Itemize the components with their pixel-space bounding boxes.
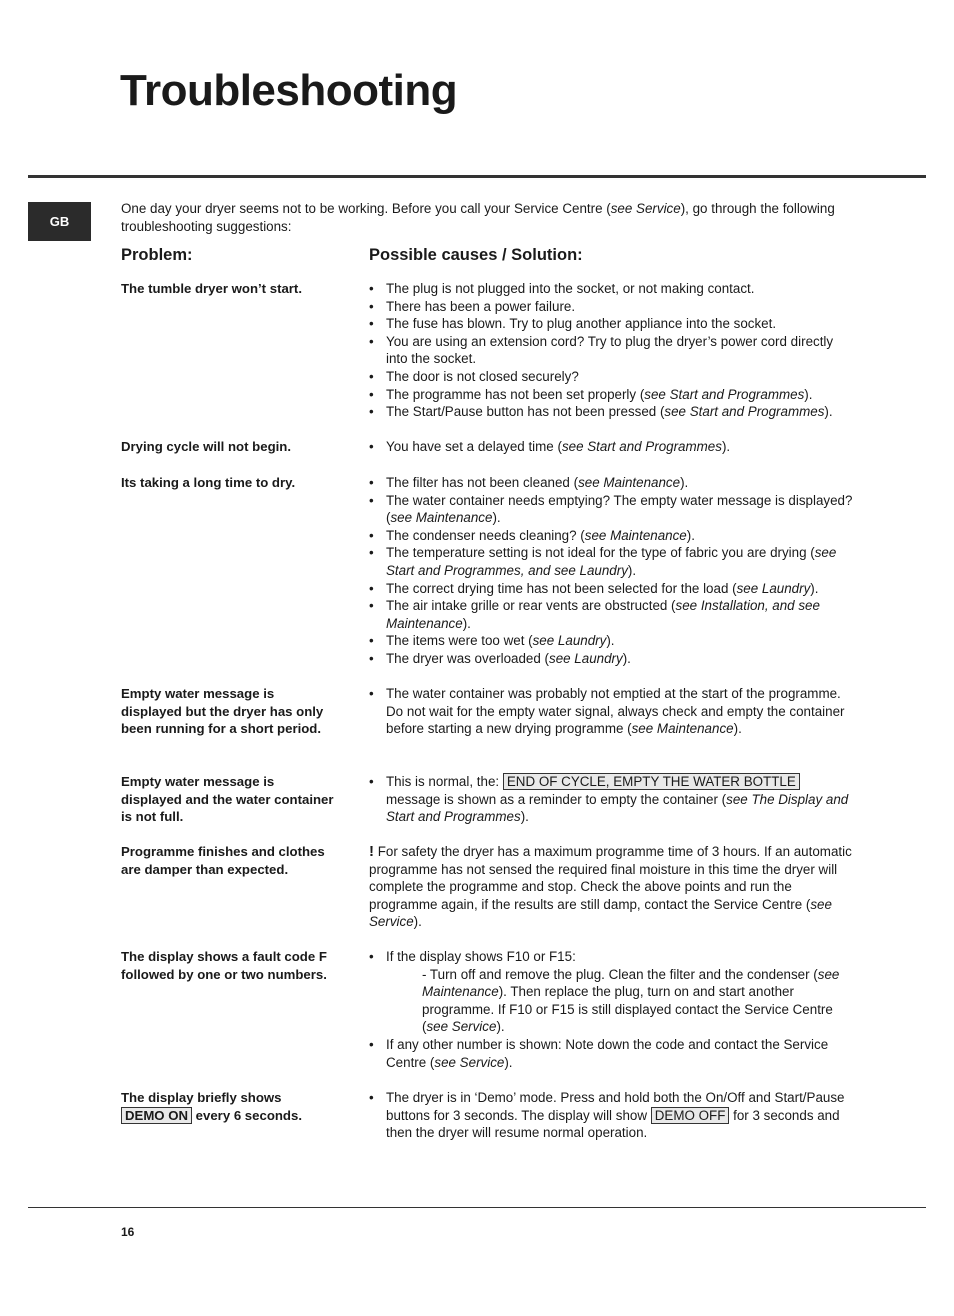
cause-item: • The filter has not been cleaned (see Maintenance).: [369, 474, 857, 492]
cause-item: • The correct drying time has not been selected for the load (see Laundry).: [369, 580, 857, 598]
cause-item: • The programme has not been set properly (see Start and Programmes).: [369, 386, 857, 404]
display-message-box: DEMO OFF: [651, 1107, 730, 1124]
page-title: Troubleshooting: [120, 66, 458, 115]
cause-item: • The door is not closed securely?: [369, 368, 857, 386]
language-tab: GB: [28, 202, 91, 241]
cause-item: • You are using an extension cord? Try to plug the dryer’s power cord directly into the socket.: [369, 333, 857, 368]
cause-item: • The plug is not plugged into the socket, or not making contact.: [369, 280, 857, 298]
problem-text: The display briefly shows DEMO ON every 6 seconds.: [121, 1090, 302, 1123]
cause-item: • The fuse has blown. Try to plug another appliance into the socket.: [369, 315, 857, 333]
intro-paragraph: One day your dryer seems not to be working. Before you call your Service Centre (see Service), go through the following troubleshooting suggestions:: [121, 201, 835, 234]
cause-item: • If the display shows F10 or F15: - Turn off and remove the plug. Clean the filter and the condenser (see Maintenance). Then replace the plug, turn on and start another programme. If F10 or F15 is still displayed contact the Service Centre (see Service).: [369, 948, 857, 1036]
cause-item: • The air intake grille or rear vents are obstructed (see Installation, and see Maintenance).: [369, 597, 857, 632]
causes-list: [369, 474, 857, 668]
problem-text: Empty water message is displayed and the water container is not full.: [121, 774, 334, 825]
display-message-box: DEMO ON: [121, 1107, 192, 1124]
cause-item: • The temperature setting is not ideal for the type of fabric you are drying (see Start and Programmes, and see Laundry).: [369, 544, 857, 579]
causes-list: [369, 438, 857, 456]
problem-text: Programme finishes and clothes are damper than expected.: [121, 844, 325, 877]
display-message-box: END OF CYCLE, EMPTY THE WATER BOTTLE: [503, 773, 800, 790]
cause-item: • There has been a power failure.: [369, 298, 857, 316]
cause-item: • The dryer was overloaded (see Laundry).: [369, 650, 857, 668]
cause-subitem: - Turn off and remove the plug. Clean the filter and the condenser (see Maintenance). Then replace the plug, turn on and start another programme. If F10 or F15 is still displayed contact the Service Centre (see Service).: [422, 966, 840, 1035]
causes-list: [369, 280, 857, 421]
problem-text: Drying cycle will not begin.: [121, 439, 292, 454]
cause-item: • The water container was probably not emptied at the start of the programme. Do not wait for the empty water signal, always check and empty the container before starting a new drying programme (see Maintenance).: [369, 685, 857, 738]
cause-item: • The dryer is in ‘Demo’ mode. Press and hold both the On/Off and Start/Pause buttons for 3 seconds. The display will show DEMO OFF for 3 seconds and then the dryer will resume normal operation.: [369, 1089, 857, 1142]
causes-list: [369, 773, 857, 826]
header-rule: [28, 175, 926, 178]
causes-list: [369, 1089, 857, 1142]
cause-item: • If any other number is shown: Note down the code and contact the Service Centre (see Service).: [369, 1036, 857, 1071]
service-reference: see Service: [610, 201, 681, 216]
problem-text: Its taking a long time to dry.: [121, 475, 296, 490]
problem-column-header: Problem:: [121, 246, 193, 264]
causes-list: [369, 685, 857, 738]
cause-item: • You have set a delayed time (see Start and Programmes).: [369, 438, 857, 456]
problem-text: Empty water message is displayed but the dryer has only been running for a short period.: [121, 686, 324, 737]
cause-item: • The water container needs emptying? The empty water message is displayed? (see Maintenance).: [369, 492, 857, 527]
problem-text: The tumble dryer won’t start.: [121, 281, 302, 296]
warning-icon: !: [369, 843, 374, 860]
cause-item: • The condenser needs cleaning? (see Maintenance).: [369, 527, 857, 545]
problem-text: The display shows a fault code F followed by one or two numbers.: [121, 949, 327, 982]
cause-item: • The items were too wet (see Laundry).: [369, 632, 857, 650]
causes-column-header: Possible causes / Solution:: [369, 246, 583, 264]
causes-list: [369, 948, 857, 1071]
footer-rule: [28, 1207, 926, 1208]
cause-item: • The Start/Pause button has not been pressed (see Start and Programmes).: [369, 403, 857, 421]
cause-item: • This is normal, the: END OF CYCLE, EMPTY THE WATER BOTTLE message is shown as a reminder to empty the container (see The Display and Start and Programmes).: [369, 773, 857, 826]
page-number: 16: [121, 1225, 135, 1239]
safety-note: ! For safety the dryer has a maximum programme time of 3 hours. If an automatic programme has not sensed the required final moisture in this time the dryer will complete the programme and stop. Check the above points and run the programme again, if the results are still damp, contact the Service Centre (see Service).: [369, 843, 852, 930]
